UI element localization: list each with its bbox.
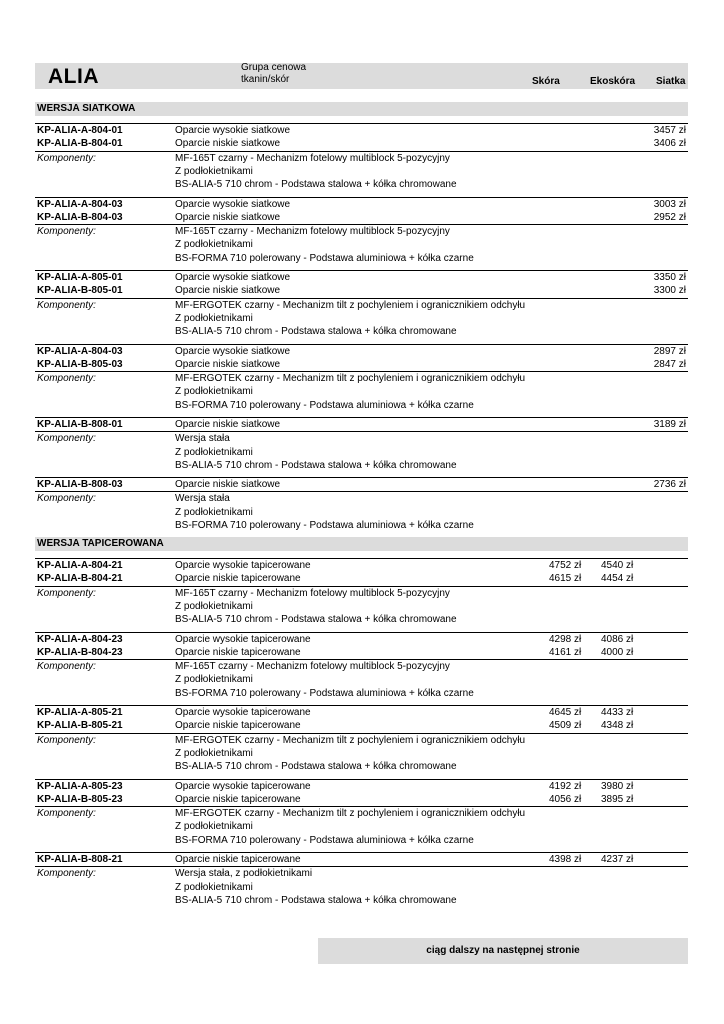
price-siatka: 3457 zł <box>653 125 686 136</box>
product-description: Oparcie wysokie siatkowe <box>175 198 291 210</box>
price-ekoskora: 4540 zł <box>601 560 634 571</box>
component-line: MF-165T czarny - Mechanizm fotelowy multiblock 5-pozycyjny <box>175 152 450 164</box>
components-row <box>35 734 688 747</box>
price-ekoskora: 4237 zł <box>601 854 634 865</box>
components-row <box>35 506 688 519</box>
components-row <box>35 881 688 894</box>
product-description: Oparcie niskie tapicerowane <box>175 854 301 865</box>
component-line: Z podłokietnikami <box>175 312 253 324</box>
components-row <box>35 178 688 191</box>
components-row <box>35 492 688 505</box>
product-row <box>35 198 688 211</box>
component-line: Wersja stała, z podłokietnikami <box>175 868 313 880</box>
product-description: Oparcie niskie tapicerowane <box>175 646 301 658</box>
component-line: BS-FORMA 710 polerowany - Podstawa aluminiowa + kółka czarne <box>175 687 474 699</box>
price-siatka: 3350 zł <box>653 272 686 283</box>
product-description: Oparcie niskie siatkowe <box>175 211 281 223</box>
components-row <box>35 867 688 880</box>
components-row <box>35 252 688 265</box>
component-line: BS-FORMA 710 polerowany - Podstawa aluminiowa + kółka czarne <box>175 252 474 264</box>
components-row <box>35 613 688 626</box>
price-siatka: 2847 zł <box>653 358 686 370</box>
product-row <box>35 853 688 867</box>
product-row <box>35 706 688 719</box>
product-row <box>35 633 688 646</box>
product-row <box>35 780 688 793</box>
components-row <box>35 807 688 820</box>
components-row <box>35 894 688 907</box>
components-row <box>35 660 688 673</box>
price-siatka: 3003 zł <box>653 198 686 210</box>
components-label: Komponenty: <box>37 661 96 673</box>
product-description: Oparcie niskie tapicerowane <box>175 573 301 585</box>
components-label: Komponenty: <box>37 433 96 445</box>
product-code: KP-ALIA-B-804-03 <box>37 211 123 223</box>
component-line: Z podłokietnikami <box>175 386 253 398</box>
price-ekoskora: 4086 zł <box>601 633 634 645</box>
product-code: KP-ALIA-A-805-01 <box>37 272 123 283</box>
component-line: MF-ERGOTEK czarny - Mechanizm tilt z pochyleniem i ogranicznikiem odchyłu <box>175 299 526 311</box>
product-code: KP-ALIA-B-805-23 <box>37 793 123 805</box>
component-line: Z podłokietnikami <box>175 674 253 686</box>
product-row <box>35 271 688 284</box>
component-line: BS-FORMA 710 polerowany - Podstawa aluminiowa + kółka czarne <box>175 520 474 532</box>
components-row <box>35 299 688 312</box>
component-line: Z podłokietnikami <box>175 446 253 458</box>
component-line: Z podłokietnikami <box>175 881 253 893</box>
component-line: Z podłokietnikami <box>175 600 253 612</box>
components-row <box>35 225 688 238</box>
components-row <box>35 385 688 398</box>
product-group <box>35 558 688 626</box>
component-line: Z podłokietnikami <box>175 506 253 518</box>
components-row <box>35 312 688 325</box>
price-ekoskora: 4348 zł <box>601 720 634 732</box>
product-group <box>35 197 688 265</box>
product-description: Oparcie niskie tapicerowane <box>175 793 301 805</box>
product-code: KP-ALIA-A-804-23 <box>37 633 123 645</box>
product-code: KP-ALIA-B-804-21 <box>37 573 123 585</box>
product-group <box>35 123 688 191</box>
product-description: Oparcie wysokie siatkowe <box>175 272 291 283</box>
product-code: KP-ALIA-B-805-03 <box>37 358 123 370</box>
product-description: Oparcie niskie siatkowe <box>175 479 281 491</box>
product-row <box>35 572 688 586</box>
product-description: Oparcie wysokie siatkowe <box>175 345 291 357</box>
component-line: BS-ALIA-5 710 chrom - Podstawa stalowa + kółka chromowane <box>175 761 457 773</box>
components-label: Komponenty: <box>37 808 96 820</box>
price-group-label: Grupa cenowa tkanin/skór <box>241 62 307 85</box>
product-group <box>35 344 688 412</box>
components-label: Komponenty: <box>37 299 96 311</box>
product-description: Oparcie wysokie tapicerowane <box>175 780 311 792</box>
components-row <box>35 834 688 847</box>
components-label: Komponenty: <box>37 493 96 505</box>
price-siatka: 3406 zł <box>653 138 686 150</box>
components-row <box>35 760 688 773</box>
price-skora: 4509 zł <box>549 720 582 732</box>
components-row <box>35 687 688 700</box>
product-group <box>35 779 688 847</box>
components-label: Komponenty: <box>37 226 96 238</box>
product-code: KP-ALIA-B-808-21 <box>37 854 123 865</box>
product-row <box>35 418 688 432</box>
price-skora: 4192 zł <box>549 780 582 792</box>
price-ekoskora: 3895 zł <box>601 793 634 805</box>
continuation-note: ciąg dalszy na następnej stronie <box>318 938 688 964</box>
price-skora: 4615 zł <box>549 573 582 585</box>
components-row <box>35 600 688 613</box>
product-code: KP-ALIA-A-804-21 <box>37 560 123 571</box>
column-skora: Skóra <box>532 76 560 87</box>
product-code: KP-ALIA-A-805-23 <box>37 780 123 792</box>
price-siatka: 2897 zł <box>653 345 686 357</box>
product-code: KP-ALIA-A-804-03 <box>37 345 123 357</box>
product-row <box>35 719 688 733</box>
component-line: BS-FORMA 710 polerowany - Podstawa aluminiowa + kółka czarne <box>175 834 474 846</box>
product-code: KP-ALIA-B-804-01 <box>37 138 123 150</box>
product-group <box>35 705 688 773</box>
product-group <box>35 270 688 338</box>
product-row <box>35 124 688 137</box>
product-row <box>35 211 688 225</box>
component-line: Z podłokietnikami <box>175 165 253 177</box>
components-label: Komponenty: <box>37 734 96 746</box>
product-group <box>35 477 688 532</box>
product-description: Oparcie wysokie tapicerowane <box>175 560 311 571</box>
product-code: KP-ALIA-B-808-01 <box>37 419 123 430</box>
product-description: Oparcie niskie siatkowe <box>175 419 281 430</box>
component-line: Z podłokietnikami <box>175 239 253 251</box>
component-line: BS-ALIA-5 710 chrom - Podstawa stalowa + kółka chromowane <box>175 459 457 471</box>
components-row <box>35 152 688 165</box>
component-line: Z podłokietnikami <box>175 747 253 759</box>
components-row <box>35 459 688 472</box>
components-label: Komponenty: <box>37 587 96 599</box>
product-row <box>35 478 688 492</box>
components-label: Komponenty: <box>37 868 96 880</box>
components-row <box>35 372 688 385</box>
components-row <box>35 820 688 833</box>
price-skora: 4752 zł <box>549 560 582 571</box>
product-description: Oparcie niskie siatkowe <box>175 138 281 150</box>
component-line: BS-ALIA-5 710 chrom - Podstawa stalowa + kółka chromowane <box>175 179 457 191</box>
component-line: MF-165T czarny - Mechanizm fotelowy multiblock 5-pozycyjny <box>175 587 450 599</box>
price-skora: 4161 zł <box>549 646 582 658</box>
section-header: WERSJA SIATKOWA <box>35 102 688 116</box>
component-line: BS-ALIA-5 710 chrom - Podstawa stalowa + kółka chromowane <box>175 894 457 906</box>
components-row <box>35 238 688 251</box>
component-line: BS-ALIA-5 710 chrom - Podstawa stalowa + kółka chromowane <box>175 614 457 626</box>
column-ekoskora: Ekoskóra <box>590 76 636 87</box>
components-label: Komponenty: <box>37 152 96 164</box>
component-line: Wersja stała <box>175 433 230 445</box>
product-code: KP-ALIA-B-805-21 <box>37 720 123 732</box>
component-line: BS-FORMA 710 polerowany - Podstawa aluminiowa + kółka czarne <box>175 399 474 411</box>
price-siatka: 2736 zł <box>653 479 686 491</box>
price-skora: 4398 zł <box>549 854 582 865</box>
product-description: Oparcie niskie tapicerowane <box>175 720 301 732</box>
price-siatka: 2952 zł <box>653 211 686 223</box>
component-line: MF-165T czarny - Mechanizm fotelowy multiblock 5-pozycyjny <box>175 661 450 673</box>
product-row <box>35 345 688 358</box>
price-ekoskora: 4000 zł <box>601 646 634 658</box>
components-row <box>35 673 688 686</box>
product-row <box>35 137 688 151</box>
components-label: Komponenty: <box>37 373 96 385</box>
component-line: MF-ERGOTEK czarny - Mechanizm tilt z pochyleniem i ogranicznikiem odchyłu <box>175 808 526 820</box>
component-line: MF-ERGOTEK czarny - Mechanizm tilt z pochyleniem i ogranicznikiem odchyłu <box>175 734 526 746</box>
components-row <box>35 399 688 412</box>
component-line: BS-ALIA-5 710 chrom - Podstawa stalowa + kółka chromowane <box>175 326 457 338</box>
components-row <box>35 325 688 338</box>
price-skora: 4298 zł <box>549 633 582 645</box>
component-line: Z podłokietnikami <box>175 821 253 833</box>
components-row <box>35 747 688 760</box>
price-ekoskora: 3980 zł <box>601 780 634 792</box>
product-description: Oparcie wysokie tapicerowane <box>175 633 311 645</box>
product-row <box>35 284 688 298</box>
components-row <box>35 446 688 459</box>
product-row <box>35 559 688 572</box>
product-description: Oparcie niskie siatkowe <box>175 285 281 297</box>
product-description: Oparcie wysokie siatkowe <box>175 125 291 136</box>
price-ekoskora: 4433 zł <box>601 707 634 718</box>
product-row <box>35 793 688 807</box>
product-group <box>35 852 688 907</box>
price-siatka: 3300 zł <box>653 285 686 297</box>
product-code: KP-ALIA-B-805-01 <box>37 285 123 297</box>
page-header <box>35 63 688 89</box>
component-line: Wersja stała <box>175 493 230 505</box>
price-siatka: 3189 zł <box>653 419 686 430</box>
section-header: WERSJA TAPICEROWANA <box>35 537 688 551</box>
product-description: Oparcie niskie siatkowe <box>175 358 281 370</box>
component-line: MF-165T czarny - Mechanizm fotelowy multiblock 5-pozycyjny <box>175 226 450 238</box>
components-row <box>35 587 688 600</box>
price-skora: 4645 zł <box>549 707 582 718</box>
product-code: KP-ALIA-A-804-01 <box>37 125 123 136</box>
product-code: KP-ALIA-A-805-21 <box>37 707 123 718</box>
product-title: ALIA <box>48 65 99 88</box>
column-siatka: Siatka <box>656 76 686 87</box>
price-ekoskora: 4454 zł <box>601 573 634 585</box>
price-skora: 4056 zł <box>549 793 582 805</box>
components-row <box>35 165 688 178</box>
product-row <box>35 358 688 372</box>
product-code: KP-ALIA-A-804-03 <box>37 198 123 210</box>
product-row <box>35 646 688 660</box>
components-row <box>35 519 688 532</box>
product-group <box>35 632 688 700</box>
product-description: Oparcie wysokie tapicerowane <box>175 707 311 718</box>
components-row <box>35 432 688 445</box>
component-line: MF-ERGOTEK czarny - Mechanizm tilt z pochyleniem i ogranicznikiem odchyłu <box>175 373 526 385</box>
product-group <box>35 417 688 472</box>
product-code: KP-ALIA-B-804-23 <box>37 646 123 658</box>
product-code: KP-ALIA-B-808-03 <box>37 479 123 491</box>
